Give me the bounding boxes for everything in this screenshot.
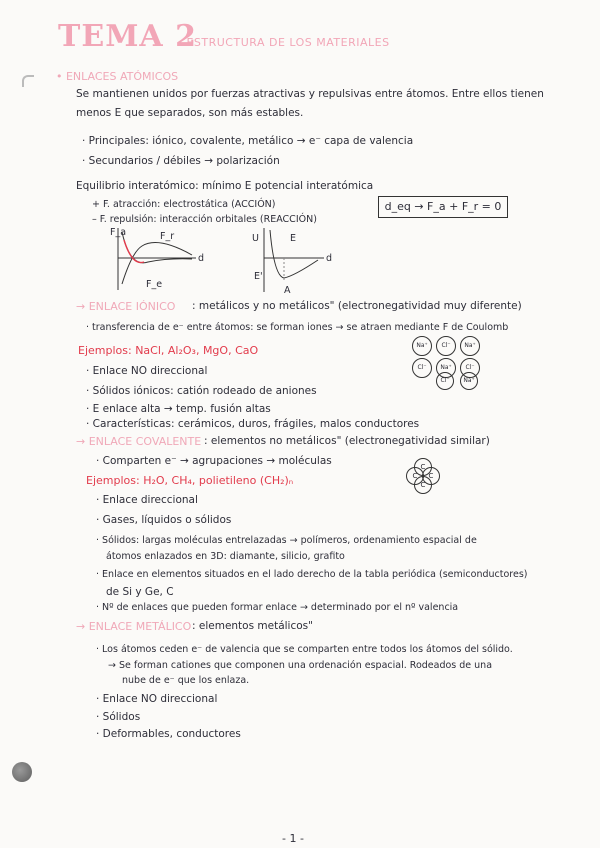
metallic-line3: · Enlace NO direccional xyxy=(96,693,218,705)
ionic-line2: · Enlace NO direccional xyxy=(86,365,208,377)
covalent-line6: · Nº de enlaces que pueden formar enlace → determinado por el nº valencia xyxy=(96,602,459,613)
covalent-line4a: · Sólidos: largas moléculas entrelazadas → polímeros, ordenamiento espacial de xyxy=(96,535,477,546)
covalent-line1: · Comparten e⁻ → agrupaciones → moléculas xyxy=(96,455,332,467)
force-attraction: + F. atracción: electrostática (ACCIÓN) xyxy=(92,199,276,210)
ion-circle: Cl⁻ xyxy=(460,358,480,378)
atomic-bullet-secondary: · Secundarios / débiles → polarización xyxy=(82,155,280,167)
covalent-examples-label xyxy=(86,474,293,487)
atom-circle: C xyxy=(422,467,440,485)
section-heading-covalent: → ENLACE COVALENTE xyxy=(76,435,202,448)
equilibrium-line: Equilibrio interatómico: mínimo E potencial interatómica xyxy=(76,180,374,192)
ionic-line5: · Características: cerámicos, duros, frágiles, malos conductores xyxy=(86,418,420,430)
ionic-examples: Ejemplos: NaCl, Al₂O₃, MgO, CaO xyxy=(78,344,259,357)
metallic-line2b: nube de e⁻ que los enlaza. xyxy=(122,675,250,686)
ionic-line1: · transferencia de e⁻ entre átomos: se forman iones → se atraen mediante F de Coulomb xyxy=(86,322,509,333)
ion-circle: Na⁺ xyxy=(460,336,480,356)
ionic-line3: · Sólidos iónicos: catión rodeado de aniones xyxy=(86,385,317,397)
metallic-line5: · Deformables, conductores xyxy=(96,728,241,740)
page-number: - 1 - xyxy=(282,832,304,845)
page-title: TEMA 2 xyxy=(58,19,197,54)
covalent-line2: · Enlace direccional xyxy=(96,494,198,506)
force-graph-net-curve xyxy=(124,240,144,263)
metallic-heading-rest: : elementos metálicos" xyxy=(192,620,313,632)
force-graph-label-fa: F_a xyxy=(110,227,127,238)
section-heading-atomic: • ENLACES ATÓMICOS xyxy=(56,70,179,83)
force-graph-label-fe: F_e xyxy=(146,279,163,290)
ion-circle: Cl⁻ xyxy=(436,372,454,390)
atomic-intro-line1: Se mantienen unidos por fuerzas atractivas y repulsivas entre átomos. Entre ellos tienen xyxy=(76,88,544,100)
punch-hole-top xyxy=(22,75,34,87)
section-heading-metallic: → ENLACE METÁLICO xyxy=(76,620,192,633)
covalent-heading-rest: : elementos no metálicos" (electronegatividad similar) xyxy=(204,435,490,447)
metallic-line4: · Sólidos xyxy=(96,711,141,723)
covalent-line3: · Gases, líquidos o sólidos xyxy=(96,514,232,526)
energy-graph-label-eprime: E' xyxy=(254,271,263,282)
page-subtitle: - ESTRUCTURA DE LOS MATERIALES xyxy=(178,36,390,49)
force-graph-label-d: d xyxy=(198,253,205,264)
ion-lattice xyxy=(410,334,490,390)
atomic-bullet-primary: · Principales: iónico, covalente, metálico → e⁻ capa de valencia xyxy=(82,135,414,147)
energy-graph-label-e: E xyxy=(290,233,297,244)
energy-graph xyxy=(248,228,358,298)
ion-circle: Na⁺ xyxy=(460,372,478,390)
ion-circle: Cl⁻ xyxy=(412,358,432,378)
covalent-line4b: átomos enlazados en 3D: diamante, silicio, grafito xyxy=(106,551,345,562)
energy-graph-label-a: A xyxy=(284,285,291,296)
equilibrium-formula-box: d_eq → F_a + F_r = 0 xyxy=(378,196,508,218)
metallic-line1: · Los átomos ceden e⁻ de valencia que se comparten entre todos los átomos del sólido. xyxy=(96,644,513,655)
atom-circle: C xyxy=(414,476,432,494)
ion-circle: Cl⁻ xyxy=(436,336,456,356)
force-repulsion: – F. repulsión: interacción orbitales (REACCIÓN) xyxy=(92,214,317,225)
metallic-line2a: → Se forman cationes que componen una ordenación espacial. Rodeados de una xyxy=(108,660,493,671)
atom-circle: C xyxy=(414,458,432,476)
covalent-line5a: · Enlace en elementos situados en el lado derecho de la tabla periódica (semiconductores) xyxy=(96,569,528,580)
punch-hole-bottom xyxy=(12,762,32,782)
force-graph-label-fr: F_r xyxy=(160,231,175,242)
ion-circle: Na⁺ xyxy=(412,336,432,356)
covalent-line5b: de Si y Ge, C xyxy=(106,586,174,598)
atomic-intro-line2: menos E que separados, son más estables. xyxy=(76,107,304,119)
section-heading-ionic: → ENLACE IÓNICO xyxy=(76,300,176,313)
ionic-line4: · E enlace alta → temp. fusión altas xyxy=(86,403,271,415)
ion-circle: Na⁺ xyxy=(436,358,456,378)
covalent-examples: Ejemplos: H₂O, CH₄, polietileno (CH₂)ₙ xyxy=(86,474,294,487)
energy-graph-label-d: d xyxy=(326,253,333,264)
covalent-atoms xyxy=(406,458,440,492)
atom-circle: C xyxy=(406,467,424,485)
energy-graph-label-u: U xyxy=(252,233,259,244)
ionic-heading-rest: : metálicos y no metálicos" (electronegatividad muy diferente) xyxy=(192,300,522,312)
